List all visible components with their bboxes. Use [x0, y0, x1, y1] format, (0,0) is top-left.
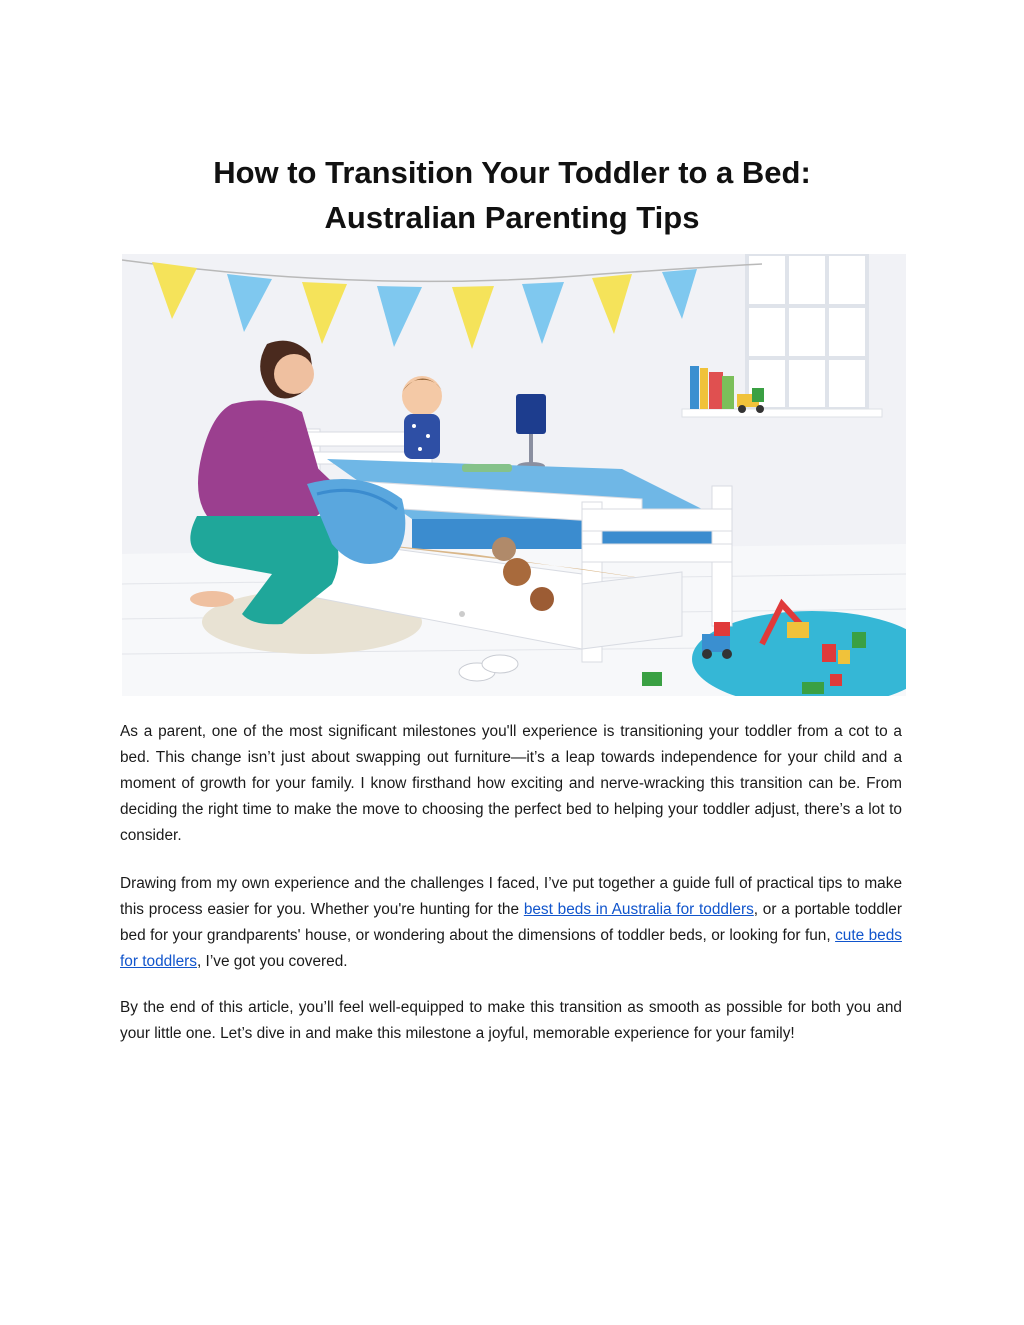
paragraph-2-text-c: , I’ve got you covered. [197, 953, 348, 970]
cute-beds-link[interactable]: cute beds for toddlers [120, 927, 902, 970]
best-beds-link[interactable]: best beds in Australia for toddlers [523, 901, 754, 918]
paragraph-2-text-b: , or a portable toddler bed for your grandparents' house, or wondering about the dimensions of toddler beds, or looking for fun, [120, 901, 902, 944]
hero-photo [122, 254, 906, 696]
title-line-2: Australian Parenting Tips [324, 200, 700, 235]
photo-toddler-bed-icon [122, 254, 906, 696]
article-title [120, 150, 904, 240]
intro-paragraph-3: By the end of this article, you’ll feel well-equipped to make this transition as smooth as possible for both you and your little one. Let’s dive in and make this milestone a joyful, memorable experience for your family! [120, 999, 902, 1042]
intro-paragraph-1: As a parent, one of the most significant milestones you'll experience is transitioning your toddler from a cot to a bed. This change isn’t just about swapping out furniture—it’s a leap towards independence for your child and a moment of growth for your family. I know firsthand how exciting and nerve-wracking this transition can be. From deciding the right time to make the move to choosing the perfect bed to helping your toddler adjust, there’s a lot to consider. [120, 723, 902, 844]
intro-paragraph-2 [120, 871, 902, 975]
paragraph-2-text-a: Drawing from my own experience and the challenges I faced, I’ve put together a guide full of practical tips to make this process easier for you. Whether you're hunting for the [120, 875, 902, 918]
title-line-1: How to Transition Your Toddler to a Bed: [213, 155, 811, 190]
